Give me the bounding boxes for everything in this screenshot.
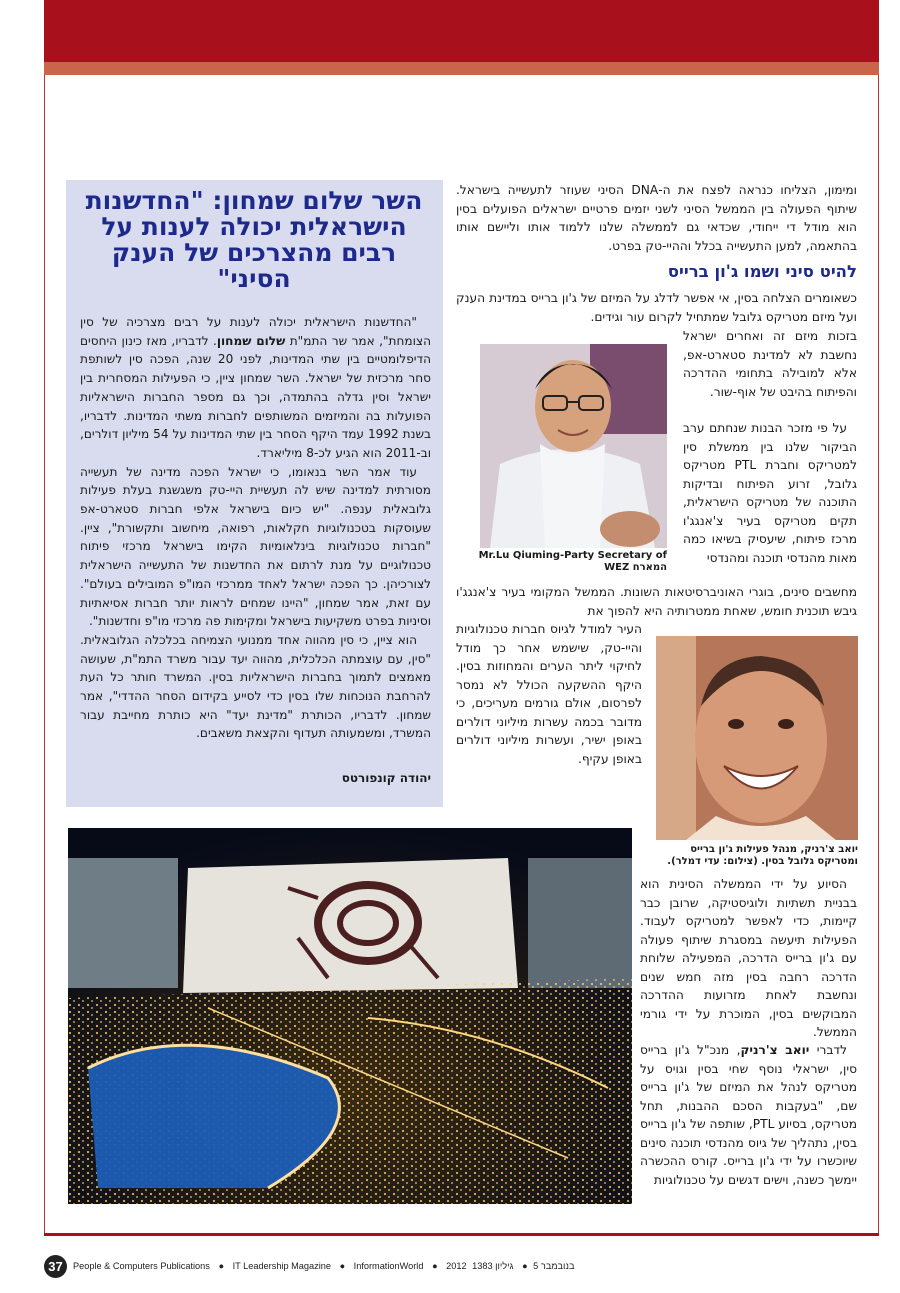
article-paragraph: כשאומרים הצלחה בסין, אי אפשר לדלג על המיזם של ג'ון ברייס במדינת הענק ועל מיזם מטריקס גלובל שמתחיל לקרום עור וגידים. (456, 291, 857, 324)
photo-party-secretary (480, 344, 667, 548)
sidebar-paragraph: הוא ציין, כי סין מהווה אחד ממנועי הצמיחה בכלכלה הגלובאלית. "סין, עם עוצמתה הכלכלית, מהווה יעד עבור משרד התמ"ת, שעושה מאמצים לתמוך בחברות הישראליות בסין. המשרד חותר כל העת להרחבת הנוכחות שלו בסין כדי לסייע בקידום הסחר ההדדי", אמר שמחון. לדבריו, הכותרת "מדינת יעד" היא כותרת מחייבת עבור המשרד, ומשמעותה תעדוף והקצאת משאבים. (80, 632, 431, 741)
article-paragraph: מחשבים סינים, בוגרי האוניברסיטאות השונות. הממשל המקומי בעיר צ'אנגג'ו גיבש תוכנית חומש, שאחת ממטרותיה היא להפוך את (456, 585, 857, 618)
text: לדברי (809, 1043, 847, 1057)
bullet-icon: ● (339, 1261, 346, 1271)
issue-number: גיליון 1383 (472, 1261, 514, 1271)
page-footer (44, 1255, 884, 1279)
photo-caption: יואב צ'רניק, מנהל פעילות ג'ון ברייס ומטריקס גלובל בסין. (צילום: עדי דמלר). (667, 844, 858, 867)
text: , מנכ"ל ג'ון ברייס סין, ישראלי נוסף שחי בסין וגויס על מטריקס לנהל את המיזם של ג'ון ברייס שם, "בעקבות הסכם ההבנות, תחל מטריקס, בסיוע PTL, שותפה של ג'ון ברייס בסין, נתהליך של גיוס מהנדסי תוכנה סינים שיוכשרו על ידי ג'ון ברייס. קורס ההכשרה יימשך כשנה, וישים דגשים על טכנולוגיות (640, 1043, 857, 1187)
article-paragraph: על פי מזכר הבנות שנחתם ערב הביקור שלנו בין ממשלת סין למטריקס וחברת PTL מטריקס גלובל, זרוע הפיתוח ובדיקות התוכנה של מטריקס הישראלית, תקים מטריקס בעיר צ'אנגג'ו מרכז פיתוח, שיעסיק בשיאו כמה מאות מהנדסי תוכנה ומהנדסי (683, 421, 858, 565)
bullet-icon: ● (218, 1261, 224, 1271)
sidebar-paragraph: עוד אמר השר בנאומו, כי ישראל הפכה מדינה של תעשייה מסורתית למדינה שיש לה תעשיית היי-טק משגשגת בעלת פעילות גלובאלית ענפה. "יש כיום בישראל אלפי חברות סטארט-אפ שעוסקות בטכנולוגיות חקלאות, רפואה, מיחשוב ותקשורת", ציין. "חברות טכנולוגיות בינלאומיות הקימו בישראל מרכזי פיתוח טכנולוגיים על מנת לרתום את החדשנות של התעשייה הישראלית לצורכיהן. כך הפכה ישראל לאחד ממרכזי המו"פ המובילים בעולם". עם זאת, אמר שמחון, "היינו שמחים לראות יותר חברות אסיאתיות וסיניות בפרט משקיעות בישראל ומקימות פה מרכזי מו"פ וחדשנות". (80, 464, 431, 629)
page-frame-right (878, 75, 879, 1235)
minister-name: שלום שמחון (216, 333, 286, 348)
section-heading: להיט סיני ושמו ג'ון ברייס (667, 262, 857, 281)
sidebar-body (80, 313, 431, 743)
magazine-name: InformationWorld (353, 1261, 424, 1271)
bullet-icon: ● (432, 1261, 438, 1271)
portrait-illustration (480, 344, 667, 548)
article-paragraph: הסיוע על ידי הממשלה הסינית הוא בבניית תשתיות ולוגיסטיקה, שרובן כבר קיימות, כדי לאפשר למטריקס לעבוד. הפעילות תיעשה במסגרת שיתוף פעולה עם ג'ון ברייס הדרכה, המפעילה שלוחת הדרכה רחבה בסין מזה חמש שנים ונחשבת לאחת מזרועות ההדרכה המבוקשים בסין, המוכרת על ידי גורמי הממשל. (640, 877, 857, 1039)
magazine-name: IT Leadership Magazine (232, 1261, 331, 1271)
article-paragraph: בזכות מיזם זה ואחרים ישראל נחשבת לא למדינת סטארט-אפ, אלא למובילה בתחומי ההדרכה והפיתוח בהיבט של אוף-שור. (683, 329, 857, 399)
photo-yoav-charnik (656, 636, 858, 840)
publisher-name: People & Computers Publications (73, 1261, 210, 1271)
photo-caption: Mr.Lu Qiuming-Party Secretary of המארח WEZ (478, 550, 667, 573)
page-number: 37 (44, 1255, 67, 1278)
sidebar-author: יהודה קונפורטס (341, 771, 431, 785)
portrait-illustration (656, 636, 858, 840)
article-paragraph: העיר למודל לגיוס חברות טכנולוגיות והיי-טק, שישמש אחר כך מודל לחיקוי ליתר הערים והמחוזות בסין. היקף ההשקעה הכולל לא נמסר לפרסום, אולם גורמים מעריכים, כי מדובר בכמה עשרות מיליוני דולרים באופן ישיר, ועשרות מיליוני דולרים באופן עקיף. (456, 622, 642, 766)
footer-rule (44, 1233, 879, 1236)
header-stripe (44, 62, 879, 75)
article-intro: ומימון, הצליחו כנראה לפצח את ה-DNA הסיני שעוזר לתעשייה בישראל. שיתוף הפעולה בין הממשל הסיני לשני יזמים פרטיים ישראלים הפועלים בסין הוא מודל די ייחודי, שכדאי גם לממשלה שלנו ללמוד אותו וליישם אותו בהתאמה, למען התעשייה בכלל וההיי-טק בפרט. (456, 183, 857, 253)
page-frame-left (44, 75, 45, 1235)
text: "החדשנות הישראלית יכולה לענות על רבים מצרכיה של סין הצומחת", אמר שר התמ"ת (80, 315, 431, 348)
issue-date: 2012 בנובמבר 5 (446, 1261, 575, 1271)
city-model-illustration (68, 828, 632, 1204)
sidebar-paragraph (80, 313, 431, 463)
bullet-icon: ● (522, 1261, 528, 1271)
person-name: יואב צ'רניק (740, 1043, 810, 1057)
text: . לדבריו, מאז כינון היחסים הדיפלומטיים בין שתי המדינות, לפני 20 שנה, הפכה סין לשותפת סחר מרכזית של ישראל. השר שמחון ציין, כי הפעילות המסחרית בין ישראל וסין גדלה בהתמדה, וכך גם מספר החברות הישראליות הפועלות בה והמיזמים המשותפים לחברות משתי המדינות. לדבריו, בשנת 1992 עמד היקף הסחר בין שתי המדינות על 54 מיליון דולרים, וב-2011 הוא הגיע לכ-8 מיליארד. (80, 333, 432, 460)
header-banner (44, 0, 879, 62)
photo-city-model (68, 828, 632, 1204)
article-paragraph (640, 1041, 857, 1189)
footer-text (70, 1261, 578, 1271)
sidebar-title: השר שלום שמחון: "החדשנות הישראלית יכולה לענות על רבים מהצרכים של הענק הסיני" (85, 186, 423, 293)
